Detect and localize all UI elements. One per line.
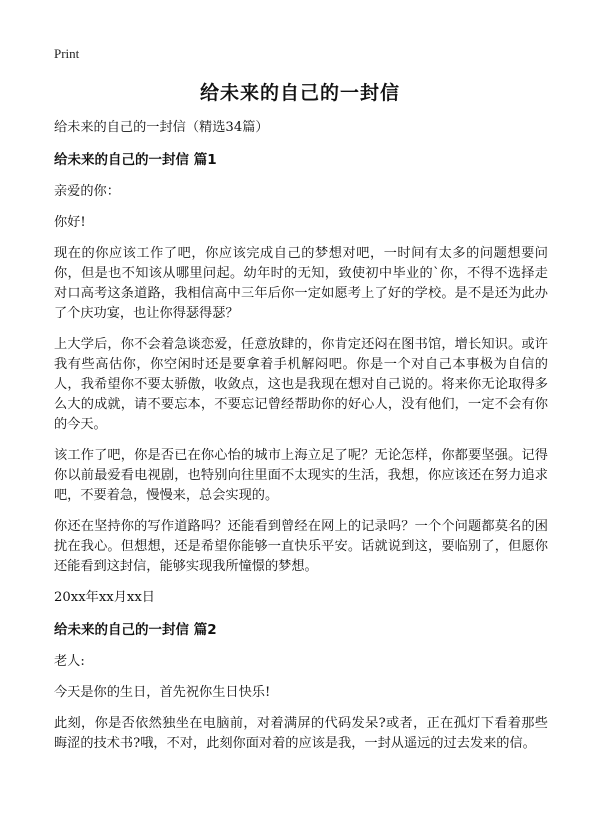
document-title: 给未来的自己的一封信 [199,82,400,104]
paragraph: 现在的你应该工作了吧，你应该完成自己的梦想对吧，一时间有太多的问题想要问你，但是也不知该从哪里问起。幼年时的无知，致使初中毕业的`你，不得不选择走对口高考这条道路，我相信高中三年后你一定如愿考上了好的学校。是不是还为此办了个庆功宴，也让你得瑟得瑟？ [54,246,548,321]
greeting-2: 今天是你的生日，首先祝你生日快乐! [54,685,271,700]
salutation-1: 亲爱的你： [54,184,120,199]
paragraph: 你还在坚持你的写作道路吗？还能看到曾经在网上的记录吗？一个个问题都莫名的困扰在我心。但想想，还是希望你能够一直快乐平安。话就说到这，要临别了，但愿你还能看到这封信，能够实现我所憧憬的梦想。 [54,519,548,574]
salutation-2: 老人: [54,654,85,669]
date-line: 20xx年xx月xx日 [54,590,155,605]
paragraph: 该工作了吧，你是否已在你心怡的城市上海立足了呢？无论怎样，你都要坚强。记得你以前最爱看电视剧，也特别向往里面不太现实的生活，我想，你应该还在努力追求吧，不要着急，慢慢来，总会实现的。 [54,448,548,503]
document-body [54,118,548,765]
paragraph: 此刻，你是否依然独坐在电脑前，对着满屏的代码发呆?或者，正在孤灯下看着那些晦涩的技术书?哦，不对，此刻你面对着的应该是我，一封从遥远的过去发来的信。 [54,716,548,751]
section-heading-2: 给未来的自己的一封信 篇2 [54,622,217,638]
section-heading-1: 给未来的自己的一封信 篇1 [54,152,217,168]
paragraph: 上大学后，你不会着急谈恋爱，任意放肆的，你肯定还闷在图书馆，增长知识。或许我有些高估你，你空闲时还是要拿着手机解闷吧。你是一个对自己本事极为自信的人，我希望你不要太骄傲，收敛点，这也是我现在想对自己说的。将来你无论取得多么大的成就，请不要忘本，不要忘记曾经帮助你的好心人，没有他们，一定不会有你的今天。 [54,337,548,432]
document-subtitle: 给未来的自己的一封信（精选34篇） [54,120,269,135]
greeting-1: 你好! [54,215,86,230]
print-link[interactable]: Print [54,46,80,61]
